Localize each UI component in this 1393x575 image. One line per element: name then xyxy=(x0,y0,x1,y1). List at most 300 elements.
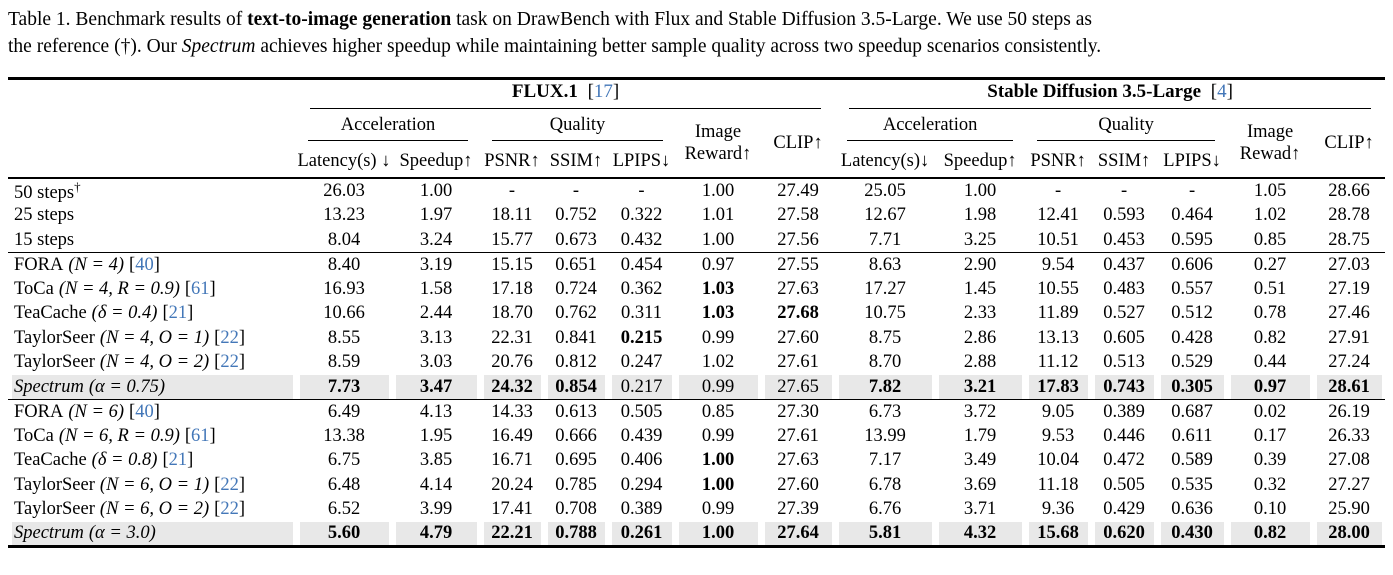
cell-value: 27.27 xyxy=(1328,474,1370,495)
cell-value: 2.44 xyxy=(419,303,453,324)
cell-value: 0.593 xyxy=(1103,205,1145,226)
cell-value: 0.430 xyxy=(1157,522,1227,547)
cell-value: 0.762 xyxy=(555,303,597,324)
cell-value: 27.08 xyxy=(1328,450,1370,471)
cell-value: 0.446 xyxy=(1103,425,1145,446)
cell-value: 0.513 xyxy=(1103,352,1145,373)
subgroup-quality-sd: Quality xyxy=(1025,110,1227,147)
section-n4-methods xyxy=(8,253,1385,400)
citation-link[interactable]: 21 xyxy=(168,450,188,471)
cell-value: 28.66 xyxy=(1328,180,1370,201)
method-params: (N = 6, O = 1) xyxy=(99,474,210,495)
method-params: (N = 4, R = 0.9) xyxy=(58,278,180,299)
cell-value: 17.83 xyxy=(1025,375,1091,400)
cell-value: 1.02 xyxy=(1253,205,1287,226)
method-params: (N = 4, O = 1) xyxy=(99,327,210,348)
table-header xyxy=(8,79,1385,178)
cell-value: 4.79 xyxy=(392,522,480,547)
cell-value: 1.95 xyxy=(419,425,453,446)
col-header-image-reward-sd xyxy=(1227,110,1313,178)
table-row xyxy=(8,178,1385,204)
cell-value: 1.79 xyxy=(963,425,997,446)
col-header-ssim-flux: SSIM↑ xyxy=(549,151,603,171)
cell-value: 0.595 xyxy=(1171,229,1213,250)
caption-text: achieves higher speedup while maintaining better sample quality across two speedup scenarios consistently. xyxy=(255,35,1102,57)
cell-value: 0.322 xyxy=(620,205,663,226)
method-name: TaylorSeer xyxy=(14,499,95,520)
method-name: ToCa xyxy=(14,425,54,446)
cell-value: 1.58 xyxy=(419,278,453,299)
cell-value: 1.00 xyxy=(675,522,761,547)
cell-value: 27.63 xyxy=(777,278,819,299)
cell-value: 0.406 xyxy=(620,450,663,471)
cell-value: 0.788 xyxy=(544,522,608,547)
cell-value: 27.24 xyxy=(1328,352,1370,373)
method-label xyxy=(8,277,296,302)
cell-value: 0.215 xyxy=(620,327,663,348)
section-reference-steps xyxy=(8,178,1385,253)
citation: [4] xyxy=(1210,81,1233,103)
citation-link[interactable]: 22 xyxy=(220,474,239,495)
cell-value: 3.24 xyxy=(419,229,453,250)
cell-value: 0.743 xyxy=(1091,375,1157,400)
citation: [22] xyxy=(214,499,245,520)
cell-value: - xyxy=(638,180,645,201)
caption-italic-text: Spectrum xyxy=(181,35,256,57)
citation: [22] xyxy=(214,474,245,495)
cell-value: 8.70 xyxy=(868,352,902,373)
cell-value: 13.13 xyxy=(1037,327,1079,348)
cell-value: 6.52 xyxy=(327,499,361,520)
citation: [40] xyxy=(129,401,160,422)
method-name: Spectrum xyxy=(14,523,84,544)
cell-value: 0.428 xyxy=(1171,327,1213,348)
cell-value: 27.61 xyxy=(777,425,819,446)
cell-value: - xyxy=(1055,180,1062,201)
cell-value: 2.86 xyxy=(963,327,997,348)
table-row xyxy=(8,522,1385,547)
col-header-psnr-flux: PSNR↑ xyxy=(484,151,540,171)
cell-value: 26.19 xyxy=(1328,401,1370,422)
cell-value: 0.44 xyxy=(1253,352,1287,373)
cell-value: 1.05 xyxy=(1253,180,1287,201)
cell-value: 3.47 xyxy=(392,375,480,400)
cell-value: 1.98 xyxy=(963,205,997,226)
cell-value: 7.73 xyxy=(296,375,392,400)
cell-value: 1.01 xyxy=(701,205,735,226)
dagger-marker: † xyxy=(74,178,81,194)
citation: [21] xyxy=(162,450,194,471)
cell-value: 1.00 xyxy=(701,450,735,471)
cell-value: 9.53 xyxy=(1041,425,1075,446)
citation: [40] xyxy=(129,254,160,275)
cell-value: 0.557 xyxy=(1171,278,1213,299)
cell-value: 27.64 xyxy=(761,522,835,547)
cell-value: 27.46 xyxy=(1328,303,1370,324)
method-label xyxy=(8,253,296,278)
cell-value: 25.90 xyxy=(1328,499,1370,520)
header-line: Image xyxy=(694,122,742,142)
cell-value: 16.93 xyxy=(323,278,365,299)
cell-value: - xyxy=(1189,180,1196,201)
cell-value: 28.78 xyxy=(1328,205,1370,226)
cell-value: 0.311 xyxy=(621,303,662,324)
col-header-image-reward-flux xyxy=(675,110,761,178)
table-caption xyxy=(8,7,1383,60)
method-params: (N = 4) xyxy=(68,254,125,275)
cell-value: 8.75 xyxy=(868,327,902,348)
group-header-sd xyxy=(835,79,1385,110)
cell-value: 3.49 xyxy=(963,450,997,471)
caption-bold-text: text-to-image generation xyxy=(247,9,452,30)
method-label xyxy=(8,375,296,400)
cell-value: 3.21 xyxy=(935,375,1025,400)
method-name: TeaCache xyxy=(14,303,87,324)
method-name: TaylorSeer xyxy=(14,352,95,373)
method-label xyxy=(8,498,296,523)
cell-value: 6.78 xyxy=(868,474,902,495)
cell-value: 0.606 xyxy=(1171,254,1213,275)
cell-value: 11.12 xyxy=(1037,352,1079,373)
cell-value: 8.04 xyxy=(327,229,361,250)
cell-value: 27.61 xyxy=(777,352,819,373)
cell-value: 1.02 xyxy=(701,352,735,373)
header-line: Reward↑ xyxy=(684,144,752,164)
cell-value: 0.429 xyxy=(1103,499,1145,520)
citation: [17] xyxy=(587,81,620,103)
cell-value: 0.620 xyxy=(1091,522,1157,547)
cell-value: 20.76 xyxy=(491,352,533,373)
benchmark-results-table xyxy=(8,77,1385,548)
cell-value: 10.55 xyxy=(1037,278,1079,299)
cell-value: 1.00 xyxy=(419,180,453,201)
cell-value: 0.636 xyxy=(1171,499,1213,520)
cell-value: 7.71 xyxy=(868,229,902,250)
cell-value: 0.247 xyxy=(620,352,663,373)
cell-value: 6.75 xyxy=(327,450,361,471)
cell-value: 17.18 xyxy=(491,278,533,299)
cell-value: 0.217 xyxy=(608,375,675,400)
group-title: FLUX.1 xyxy=(511,81,578,103)
cell-value: 1.97 xyxy=(419,205,453,226)
table-row xyxy=(8,204,1385,229)
citation-link[interactable]: 40 xyxy=(135,254,154,275)
cell-value: 28.75 xyxy=(1328,229,1370,250)
cell-value: 0.305 xyxy=(1157,375,1227,400)
table-row xyxy=(8,400,1385,425)
method-name: TeaCache xyxy=(14,450,87,471)
cell-value: 0.85 xyxy=(1253,229,1287,250)
cell-value: 0.389 xyxy=(620,499,663,520)
col-header-lpips-flux: LPIPS↓ xyxy=(612,151,671,171)
cell-value: 8.63 xyxy=(868,254,902,275)
cell-value: 25.05 xyxy=(864,180,906,201)
table-row xyxy=(8,473,1385,498)
cell-value: 8.59 xyxy=(327,352,361,373)
cell-value: 27.65 xyxy=(761,375,835,400)
cell-value: 27.56 xyxy=(777,229,819,250)
cell-value: 0.724 xyxy=(555,278,597,299)
cell-value: 28.00 xyxy=(1313,522,1385,547)
method-params: (N = 6, R = 0.9) xyxy=(58,425,180,446)
cell-value: 3.71 xyxy=(963,499,997,520)
col-header-speedup-flux: Speedup↑ xyxy=(399,151,473,171)
cell-value: 3.03 xyxy=(419,352,453,373)
cell-value: 3.72 xyxy=(963,401,997,422)
method-label xyxy=(8,400,296,425)
cell-value: 27.55 xyxy=(777,254,819,275)
cell-value: 9.54 xyxy=(1041,254,1075,275)
method-label xyxy=(8,424,296,449)
table-row xyxy=(8,302,1385,327)
cell-value: 0.854 xyxy=(544,375,608,400)
cell-value: 2.88 xyxy=(963,352,997,373)
cell-value: 27.30 xyxy=(777,401,819,422)
cell-value: 18.11 xyxy=(491,205,533,226)
cell-value: 28.61 xyxy=(1313,375,1385,400)
cell-value: 0.437 xyxy=(1103,254,1145,275)
header-line: Rewad↑ xyxy=(1239,144,1301,164)
cell-value: - xyxy=(1121,180,1128,201)
cell-value: 16.49 xyxy=(491,425,533,446)
cell-value: 0.651 xyxy=(555,254,597,275)
cell-value: 1.00 xyxy=(701,474,735,495)
cell-value: 0.261 xyxy=(608,522,675,547)
method-params: (α = 3.0) xyxy=(88,523,156,544)
cell-value: 5.81 xyxy=(835,522,935,547)
cell-value: 27.63 xyxy=(777,450,819,471)
col-header-latency-flux: Latency(s) ↓ xyxy=(297,151,391,171)
citation-link[interactable]: 61 xyxy=(191,425,210,446)
group-header-row xyxy=(8,79,1385,110)
cell-value: 14.33 xyxy=(491,401,533,422)
table-row xyxy=(8,228,1385,253)
cell-value: 0.32 xyxy=(1253,474,1287,495)
caption-text: task on DrawBench with Flux and Stable Diffusion 3.5-Large. We use 50 steps as xyxy=(451,9,1092,30)
cell-value: 0.695 xyxy=(555,450,597,471)
cell-value: 0.99 xyxy=(701,327,735,348)
cell-value: 6.76 xyxy=(868,499,902,520)
cell-value: 27.03 xyxy=(1328,254,1370,275)
cell-value: 8.55 xyxy=(327,327,361,348)
cell-value: 7.17 xyxy=(868,450,902,471)
citation-link[interactable]: 40 xyxy=(135,401,154,422)
cell-value: 0.99 xyxy=(675,375,761,400)
table-row xyxy=(8,326,1385,351)
empty-cell xyxy=(8,110,296,147)
citation-link[interactable]: 61 xyxy=(191,278,210,299)
group-header-flux xyxy=(296,79,835,110)
citation: [61] xyxy=(184,425,216,446)
cell-value: 6.48 xyxy=(327,474,361,495)
method-label xyxy=(8,522,296,547)
method-name: Spectrum xyxy=(14,376,84,397)
col-header-ssim-sd: SSIM↑ xyxy=(1097,151,1151,171)
empty-corner-cell xyxy=(8,79,296,110)
cell-value: 0.752 xyxy=(555,205,597,226)
citation: [21] xyxy=(162,303,194,324)
table-row xyxy=(8,375,1385,400)
cell-value: 7.82 xyxy=(835,375,935,400)
cell-value: 0.362 xyxy=(620,278,663,299)
cell-value: 0.673 xyxy=(555,229,597,250)
header-line: Image xyxy=(1246,122,1294,142)
method-params: (δ = 0.4) xyxy=(91,303,158,324)
cell-value: 1.00 xyxy=(701,229,735,250)
cell-value: 11.18 xyxy=(1037,474,1079,495)
method-label xyxy=(8,326,296,351)
citation-link[interactable]: 17 xyxy=(593,81,613,103)
method-label xyxy=(8,302,296,327)
cell-value: 1.00 xyxy=(963,180,997,201)
cell-value: 3.13 xyxy=(419,327,453,348)
cell-value: 17.27 xyxy=(864,278,906,299)
cell-value: 10.66 xyxy=(323,303,365,324)
cell-value: 10.04 xyxy=(1037,450,1079,471)
cell-value: 4.14 xyxy=(419,474,453,495)
cell-value: 1.03 xyxy=(701,303,735,324)
cell-value: 0.483 xyxy=(1103,278,1145,299)
cell-value: 27.19 xyxy=(1328,278,1370,299)
cell-value: 0.841 xyxy=(555,327,597,348)
cell-value: 22.31 xyxy=(491,327,533,348)
cell-value: 0.99 xyxy=(701,499,735,520)
table-row xyxy=(8,424,1385,449)
method-params: (N = 6) xyxy=(68,401,125,422)
citation-link[interactable]: 4 xyxy=(1217,81,1227,103)
section-n6-methods xyxy=(8,400,1385,547)
col-header-lpips-sd: LPIPS↓ xyxy=(1163,151,1221,171)
citation-link[interactable]: 22 xyxy=(220,499,239,520)
cell-value: 0.82 xyxy=(1253,327,1287,348)
cell-value: 27.39 xyxy=(777,499,819,520)
method-name: 25 steps xyxy=(14,205,75,226)
cell-value: 27.60 xyxy=(777,327,819,348)
cell-value: 0.85 xyxy=(701,401,735,422)
method-label xyxy=(8,204,296,229)
cell-value: 0.472 xyxy=(1103,450,1145,471)
col-header-clip-flux: CLIP↑ xyxy=(773,132,823,153)
cell-value: 0.97 xyxy=(1227,375,1313,400)
cell-value: 0.611 xyxy=(1171,425,1213,446)
method-name: FORA xyxy=(14,401,64,422)
cell-value: 13.38 xyxy=(323,425,365,446)
table-row xyxy=(8,351,1385,376)
cell-value: 0.535 xyxy=(1171,474,1213,495)
citation: [61] xyxy=(184,278,216,299)
cell-value: 0.666 xyxy=(555,425,597,446)
cell-value: 2.33 xyxy=(963,303,997,324)
cell-value: 1.00 xyxy=(701,180,735,201)
cell-value: 0.97 xyxy=(701,254,735,275)
cell-value: 26.33 xyxy=(1328,425,1370,446)
cell-value: 0.505 xyxy=(1103,474,1145,495)
col-header-latency-sd: Latency(s)↓ xyxy=(840,151,930,171)
cell-value: 5.60 xyxy=(296,522,392,547)
cell-value: 3.85 xyxy=(419,450,453,471)
cell-value: 3.25 xyxy=(963,229,997,250)
cell-value: 0.605 xyxy=(1103,327,1145,348)
cell-value: 20.24 xyxy=(491,474,533,495)
citation: [22] xyxy=(214,352,245,373)
cell-value: 0.17 xyxy=(1253,425,1287,446)
cell-value: - xyxy=(572,180,580,201)
cell-value: 0.687 xyxy=(1171,401,1213,422)
cell-value: 27.68 xyxy=(777,303,819,324)
cell-value: 0.51 xyxy=(1253,278,1287,299)
method-params: (δ = 0.8) xyxy=(91,450,158,471)
cell-value: 9.36 xyxy=(1041,499,1075,520)
method-params: (N = 4, O = 2) xyxy=(99,352,210,373)
table-row xyxy=(8,498,1385,523)
method-label xyxy=(8,449,296,474)
cell-value: 0.10 xyxy=(1253,499,1287,520)
col-header-psnr-sd: PSNR↑ xyxy=(1030,151,1086,171)
cell-value: 0.812 xyxy=(555,352,597,373)
cell-value: 4.32 xyxy=(935,522,1025,547)
method-name: 50 steps xyxy=(14,182,75,203)
subgroup-acceleration-sd: Acceleration xyxy=(835,110,1025,147)
cell-value: 13.23 xyxy=(323,205,365,226)
cell-value: 0.78 xyxy=(1253,303,1287,324)
citation-link[interactable]: 22 xyxy=(220,352,239,373)
table-row xyxy=(8,449,1385,474)
cell-value: 12.41 xyxy=(1037,205,1079,226)
cell-value: 0.439 xyxy=(620,425,663,446)
cell-value: 3.69 xyxy=(963,474,997,495)
col-header-clip-sd: CLIP↑ xyxy=(1324,132,1374,153)
cell-value: 24.32 xyxy=(480,375,544,400)
col-header-speedup-sd: Speedup↑ xyxy=(943,151,1017,171)
cell-value: 6.73 xyxy=(868,401,902,422)
cell-value: 0.39 xyxy=(1253,450,1287,471)
cell-value: 3.99 xyxy=(419,499,453,520)
cell-value: 0.529 xyxy=(1171,352,1213,373)
cell-value: 0.454 xyxy=(620,254,663,275)
citation-link[interactable]: 21 xyxy=(168,303,188,324)
cell-value: 8.40 xyxy=(327,254,361,275)
cell-value: 0.708 xyxy=(555,499,597,520)
cell-value: 0.505 xyxy=(620,401,663,422)
cell-value: 0.432 xyxy=(620,229,663,250)
group-title: Stable Diffusion 3.5-Large xyxy=(987,81,1202,103)
cell-value: 4.13 xyxy=(419,401,453,422)
caption-text: Table 1. Benchmark results of xyxy=(8,9,248,30)
cell-value: 15.77 xyxy=(491,229,533,250)
cell-value: 27.91 xyxy=(1328,327,1370,348)
method-name: 15 steps xyxy=(14,229,75,250)
cell-value: 0.27 xyxy=(1253,254,1287,275)
cell-value: 0.453 xyxy=(1103,229,1145,250)
subgroup-header-row xyxy=(8,110,1385,147)
cell-value: 10.75 xyxy=(864,303,906,324)
empty-cell xyxy=(8,147,296,178)
citation: [22] xyxy=(214,327,245,348)
cell-value: 27.60 xyxy=(777,474,819,495)
citation-link[interactable]: 22 xyxy=(220,327,239,348)
cell-value: 0.82 xyxy=(1227,522,1313,547)
cell-value: 18.70 xyxy=(491,303,533,324)
cell-value: 0.294 xyxy=(620,474,663,495)
method-name: ToCa xyxy=(14,278,54,299)
cell-value: 27.49 xyxy=(777,180,819,201)
cell-value: 0.785 xyxy=(555,474,597,495)
cell-value: 9.05 xyxy=(1041,401,1075,422)
method-name: FORA xyxy=(14,254,64,275)
cell-value: 17.41 xyxy=(491,499,533,520)
subgroup-acceleration-flux: Acceleration xyxy=(296,110,480,147)
method-params: (N = 6, O = 2) xyxy=(99,499,210,520)
